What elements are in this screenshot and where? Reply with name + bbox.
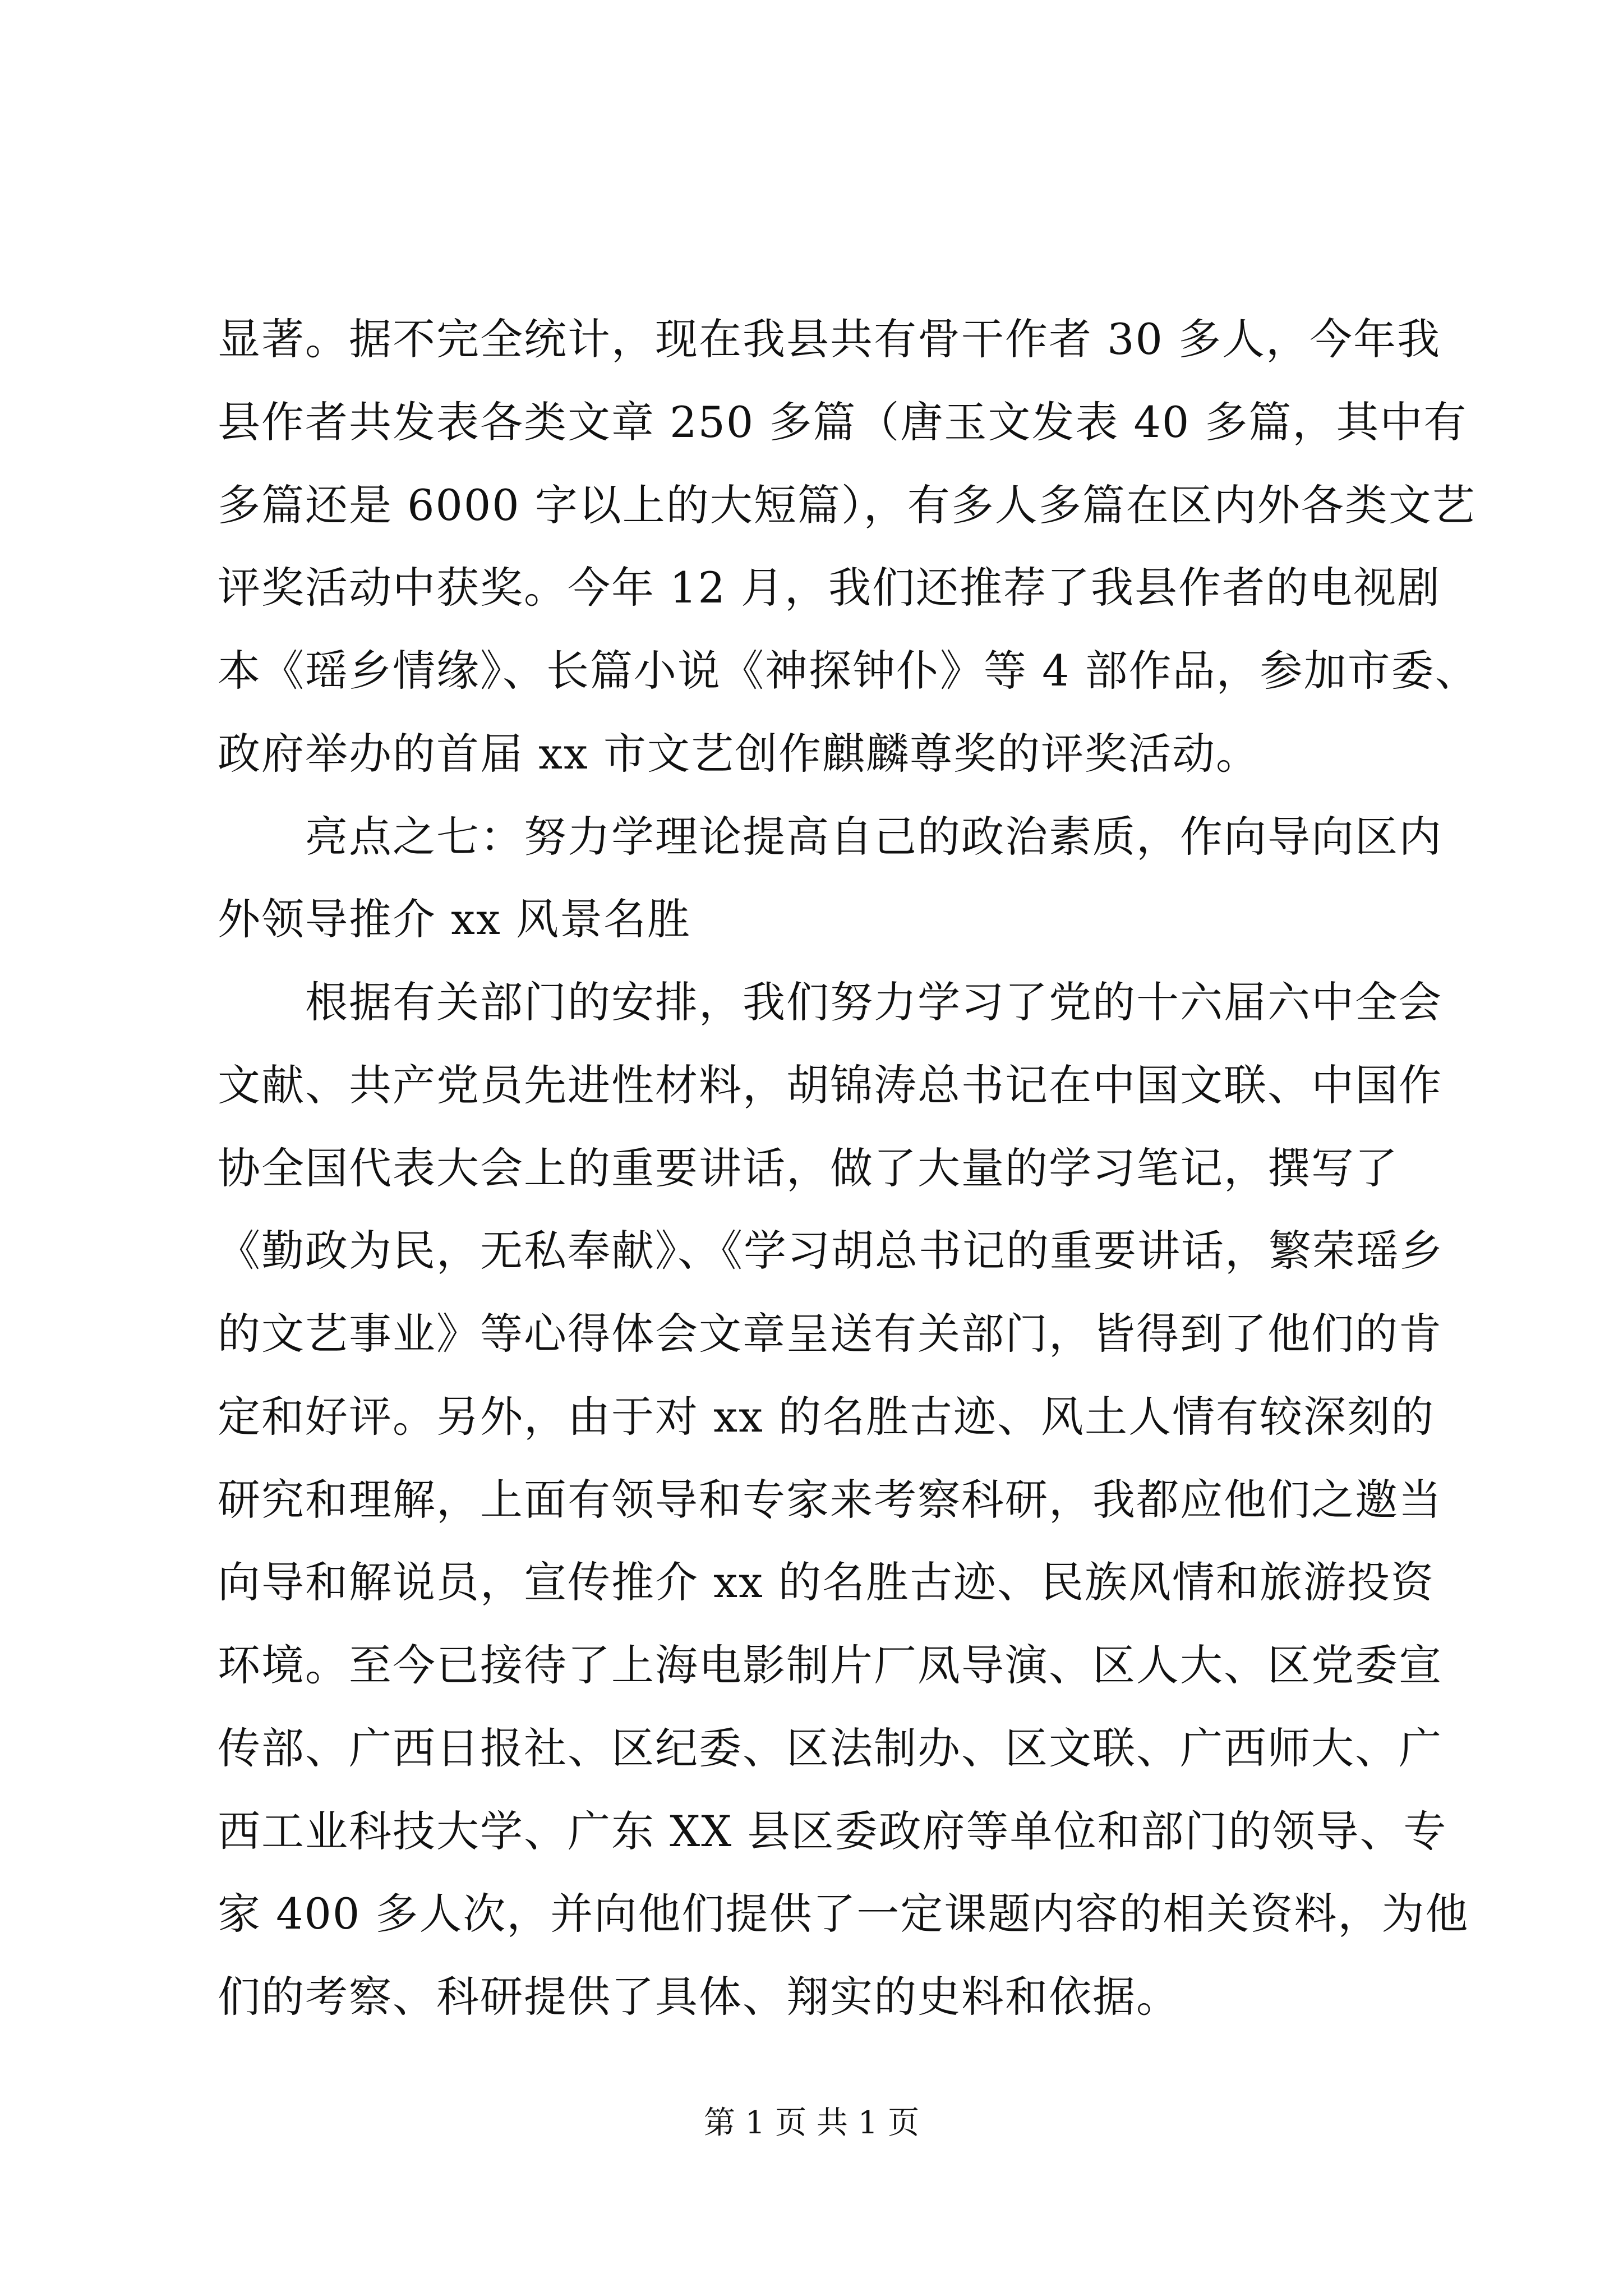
text-line: 环境。至今已接待了上海电影制片厂凤导演、区人大、区党委宣: [218, 1640, 1442, 1690]
text-line: 向导和解说员，宣传推介 xx 的名胜古迹、民族风情和旅游投资: [218, 1557, 1435, 1607]
text-line: 们的考察、科研提供了具体、翔实的史料和依据。: [218, 1972, 1180, 2022]
text-line: 县作者共发表各类文章 250 多篇（唐玉文发表 40 多篇，其中有: [218, 397, 1468, 447]
text-line: 文献、共产党员先进性材料，胡锦涛总书记在中国文联、中国作: [218, 1060, 1442, 1110]
text-line: 定和好评。另外，由于对 xx 的名胜古迹、风土人情有较深刻的: [218, 1392, 1435, 1442]
section-heading-line: 外领导推介 xx 风景名胜: [218, 894, 691, 944]
text-line: 家 400 多人次，并向他们提供了一定课题内容的相关资料，为他: [218, 1889, 1469, 1939]
page-footer: 第 1 页 共 1 页: [703, 2105, 920, 2141]
text-line: 多篇还是 6000 字以上的大短篇），有多人多篇在区内外各类文艺: [218, 480, 1476, 530]
text-line: 的文艺事业》等心得体会文章呈送有关部门，皆得到了他们的肯: [218, 1309, 1442, 1359]
text-line: 研究和理解，上面有领导和专家来考察科研，我都应他们之邀当: [218, 1475, 1442, 1525]
text-line: 协全国代表大会上的重要讲话，做了大量的学习笔记，撰写了: [218, 1143, 1399, 1193]
section-heading-line: 亮点之七：努力学理论提高自己的政治素质，作向导向区内: [218, 812, 1442, 862]
text-line: 本《瑶乡情缘》、长篇小说《神探钟仆》等 4 部作品，参加市委、: [218, 646, 1479, 696]
text-line: 《勤政为民，无私奉献》、《学习胡总书记的重要讲话，繁荣瑶乡: [218, 1226, 1444, 1276]
text-line: 政府举办的首届 xx 市文艺创作麒麟尊奖的评奖活动。: [218, 729, 1260, 779]
text-line: 显著。据不完全统计，现在我县共有骨干作者 30 多人，今年我: [218, 314, 1441, 364]
text-line: 根据有关部门的安排，我们努力学习了党的十六届六中全会: [218, 977, 1442, 1027]
text-line: 评奖活动中获奖。今年 12 月，我们还推荐了我县作者的电视剧: [218, 563, 1441, 613]
text-line: 西工业科技大学、广东 XX 县区委政府等单位和部门的领导、专: [218, 1806, 1447, 1856]
text-line: 传部、广西日报社、区纪委、区法制办、区文联、广西师大、广: [218, 1723, 1442, 1773]
